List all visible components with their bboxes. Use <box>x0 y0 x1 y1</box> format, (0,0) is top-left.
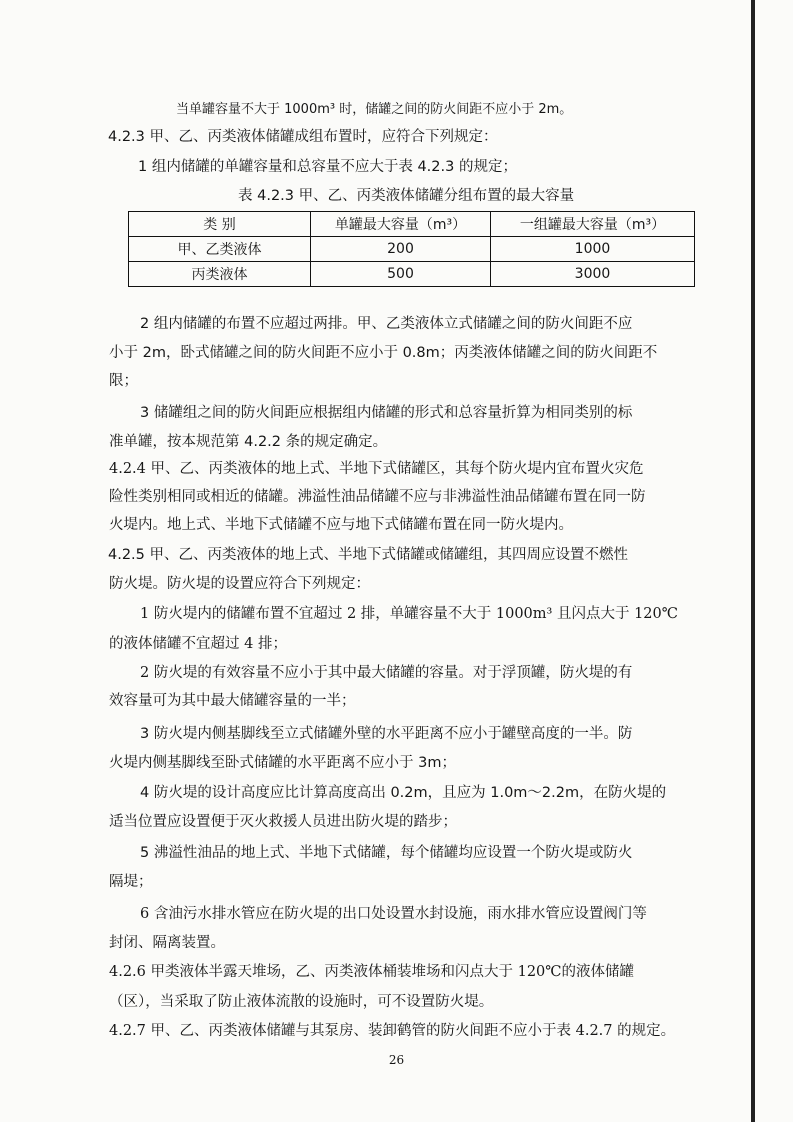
table-header-row <box>129 212 695 237</box>
text-line: 防火堤。防火堤的设置应符合下列规定： <box>109 576 370 592</box>
table-header-cell: 一组罐最大容量（m³） <box>491 212 695 237</box>
table-row <box>129 237 695 262</box>
table-caption: 表 4.2.3 甲、乙、丙类液体储罐分组布置的最大容量 <box>238 188 575 204</box>
text-line: （区），当采取了防止液体流散的设施时，可不设置防火堤。 <box>109 994 494 1010</box>
clause-heading-4-2-6: 4.2.6 甲类液体半露天堆场，乙、丙类液体桶装堆场和闪点大于 120℃的液体储罐 <box>109 964 635 980</box>
table-row <box>129 262 695 287</box>
text-line: 火堤内侧基脚线至卧式储罐的水平距离不应小于 3m； <box>109 755 456 771</box>
table-cell: 3000 <box>491 262 695 287</box>
table-cell: 甲、乙类液体 <box>129 237 311 262</box>
text-line: 小于 2m，卧式储罐之间的防火间距不应小于 0.8m；丙类液体储罐之间的防火间距不 <box>109 345 658 361</box>
text-line: 4 防火堤的设计高度应比计算高度高出 0.2m，且应为 1.0m～2.2m，在防火堤的 <box>140 785 667 801</box>
table-cell: 丙类液体 <box>129 262 311 287</box>
text-line: 火堤内。地上式、半地下式储罐不应与地下式储罐布置在同一防火堤内。 <box>109 517 573 533</box>
table-header-cell: 类 别 <box>129 212 311 237</box>
page-number: 26 <box>388 1053 405 1067</box>
text-line: 3 储罐组之间的防火间距应根据组内储罐的形式和总容量折算为相同类别的标 <box>140 405 633 421</box>
text-line: 的液体储罐不宜超过 4 排； <box>109 636 287 652</box>
text-line: 5 沸溢性油品的地上式、半地下式储罐，每个储罐均应设置一个防火堤或防火 <box>140 845 633 861</box>
table-cell: 200 <box>311 237 491 262</box>
text-line: 适当位置应设置便于灭火救援人员进出防火堤的踏步； <box>109 814 457 830</box>
scan-edge <box>751 0 755 1122</box>
text-line: 1 防火堤内的储罐布置不宜超过 2 排，单罐容量不大于 1000m³ 且闪点大于 120℃ <box>140 606 678 622</box>
text-line: 限； <box>109 373 138 389</box>
clause-heading-4-2-4: 4.2.4 甲、乙、丙类液体的地上式、半地下式储罐区，其每个防火堤内宜布置火灾危 <box>109 461 644 477</box>
text-line: 效容量可为其中最大储罐容量的一半； <box>109 693 356 709</box>
clause-heading-4-2-5: 4.2.5 甲、乙、丙类液体的地上式、半地下式储罐或储罐组，其四周应设置不燃性 <box>108 547 629 563</box>
text-line: 隔堤； <box>109 874 153 890</box>
clause-heading-4-2-7: 4.2.7 甲、乙、丙类液体储罐与其泵房、装卸鹤管的防火间距不应小于表 4.2.7 的规定。 <box>109 1023 676 1039</box>
table-header-cell: 单罐最大容量（m³） <box>311 212 491 237</box>
text-line: 2 组内储罐的布置不应超过两排。甲、乙类液体立式储罐之间的防火间距不应 <box>140 316 633 332</box>
text-line: 险性类别相同或相近的储罐。沸溢性油品储罐不应与非沸溢性油品储罐布置在同一防 <box>109 489 646 505</box>
capacity-table <box>128 211 695 287</box>
text-line: 3 防火堤内侧基脚线至立式储罐外壁的水平距离不应小于罐壁高度的一半。防 <box>140 726 633 742</box>
text-line: 准单罐，按本规范第 4.2.2 条的规定确定。 <box>109 434 388 450</box>
clause-heading-4-2-3: 4.2.3 甲、乙、丙类液体储罐成组布置时，应符合下列规定： <box>108 129 498 145</box>
text-line: 2 防火堤的有效容量不应小于其中最大储罐的容量。对于浮顶罐，防火堤的有 <box>140 665 633 681</box>
text-line: 封闭、隔离装置。 <box>109 935 225 951</box>
text-line: 6 含油污水排水管应在防火堤的出口处设置水封设施，雨水排水管应设置阀门等 <box>140 906 647 922</box>
text-line: 当单罐容量不大于 1000m³ 时，储罐之间的防火间距不应小于 2m。 <box>176 102 573 117</box>
table-cell: 1000 <box>491 237 695 262</box>
text-line: 1 组内储罐的单罐容量和总容量不应大于表 4.2.3 的规定； <box>138 159 517 175</box>
table-cell: 500 <box>311 262 491 287</box>
